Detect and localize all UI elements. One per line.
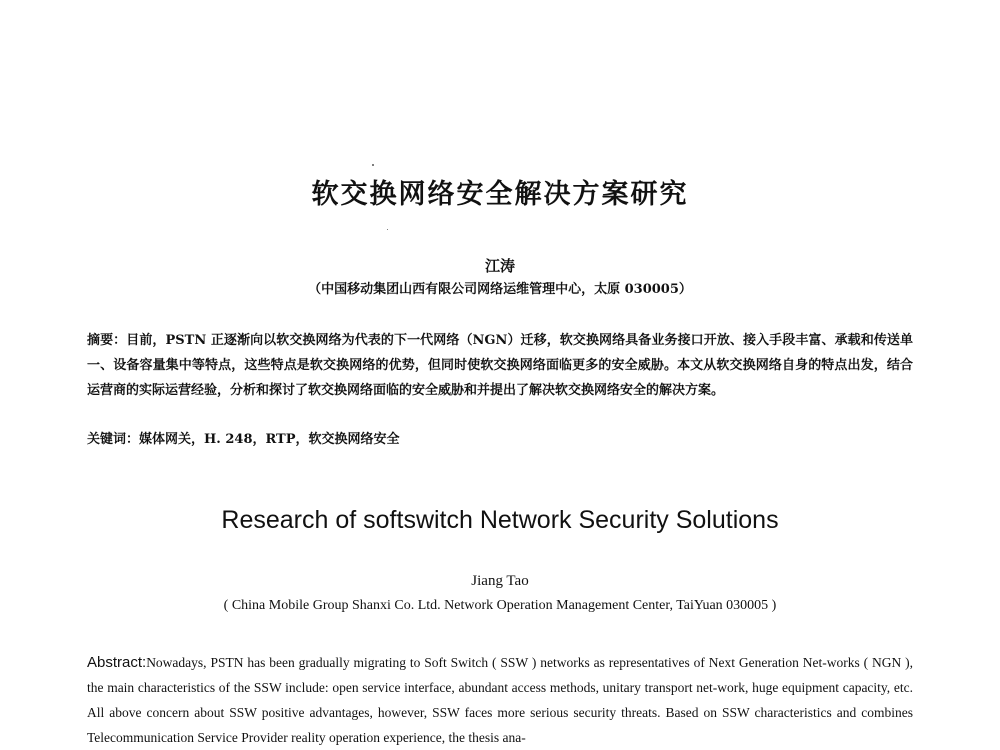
- chinese-author: 江涛: [484, 257, 515, 275]
- english-affiliation: ( China Mobile Group Shanxi Co. Ltd. Network Operation Management Center, TaiYuan 030005 ): [223, 598, 777, 613]
- chinese-keywords-text: 媒体网关，H. 248，RTP，软交换网络安全: [139, 432, 400, 447]
- chinese-abstract-text: 目前，PSTN 正逐渐向以软交换网络为代表的下一代网络（NGN）迁移，软交换网络具备业务接口开放、接入手段丰富、承载和传送单一、设备容量集中等特点，这些特点是软交换网络的优势，但同时使软交换网络面临更多的安全威胁。本文从软交换网络自身的特点出发，结合运营商的实际运营经验，分析和探讨了软交换网络面临的安全威胁和并提出了解决软交换网络安全的解决方案。: [87, 333, 913, 398]
- chinese-affiliation: （中国移动集团山西有限公司网络运维管理中心，太原 030005）: [308, 282, 692, 297]
- chinese-title: 软交换网络安全解决方案研究: [311, 179, 689, 210]
- chinese-keywords-label: 关键词：: [87, 432, 140, 447]
- scan-speck: [372, 164, 374, 166]
- english-abstract: [87, 650, 913, 750]
- english-author: Jiang Tao: [471, 573, 529, 589]
- english-abstract-label: Abstract:: [87, 654, 147, 671]
- chinese-abstract: [87, 328, 913, 403]
- chinese-keywords: [87, 429, 913, 451]
- english-abstract-text: Nowadays, PSTN has been gradually migrating to Soft Switch ( SSW ) networks as representatives of Next Generation Net-works ( NGN ), the main characteristics of the SSW include: open service interface, abundant access methods, unitary transport net-work, huge equipment capacity, etc. All above concern about SSW positive advantages, however, SSW faces more serious security threats. Based on SSW characteristics and combines Telecommunication Service Provider reality operation experience, the thesis ana-: [87, 655, 913, 745]
- english-title: Research of softswitch Network Security Solutions: [221, 506, 779, 534]
- scan-speck: [387, 229, 388, 230]
- chinese-abstract-label: 摘要：: [87, 333, 127, 348]
